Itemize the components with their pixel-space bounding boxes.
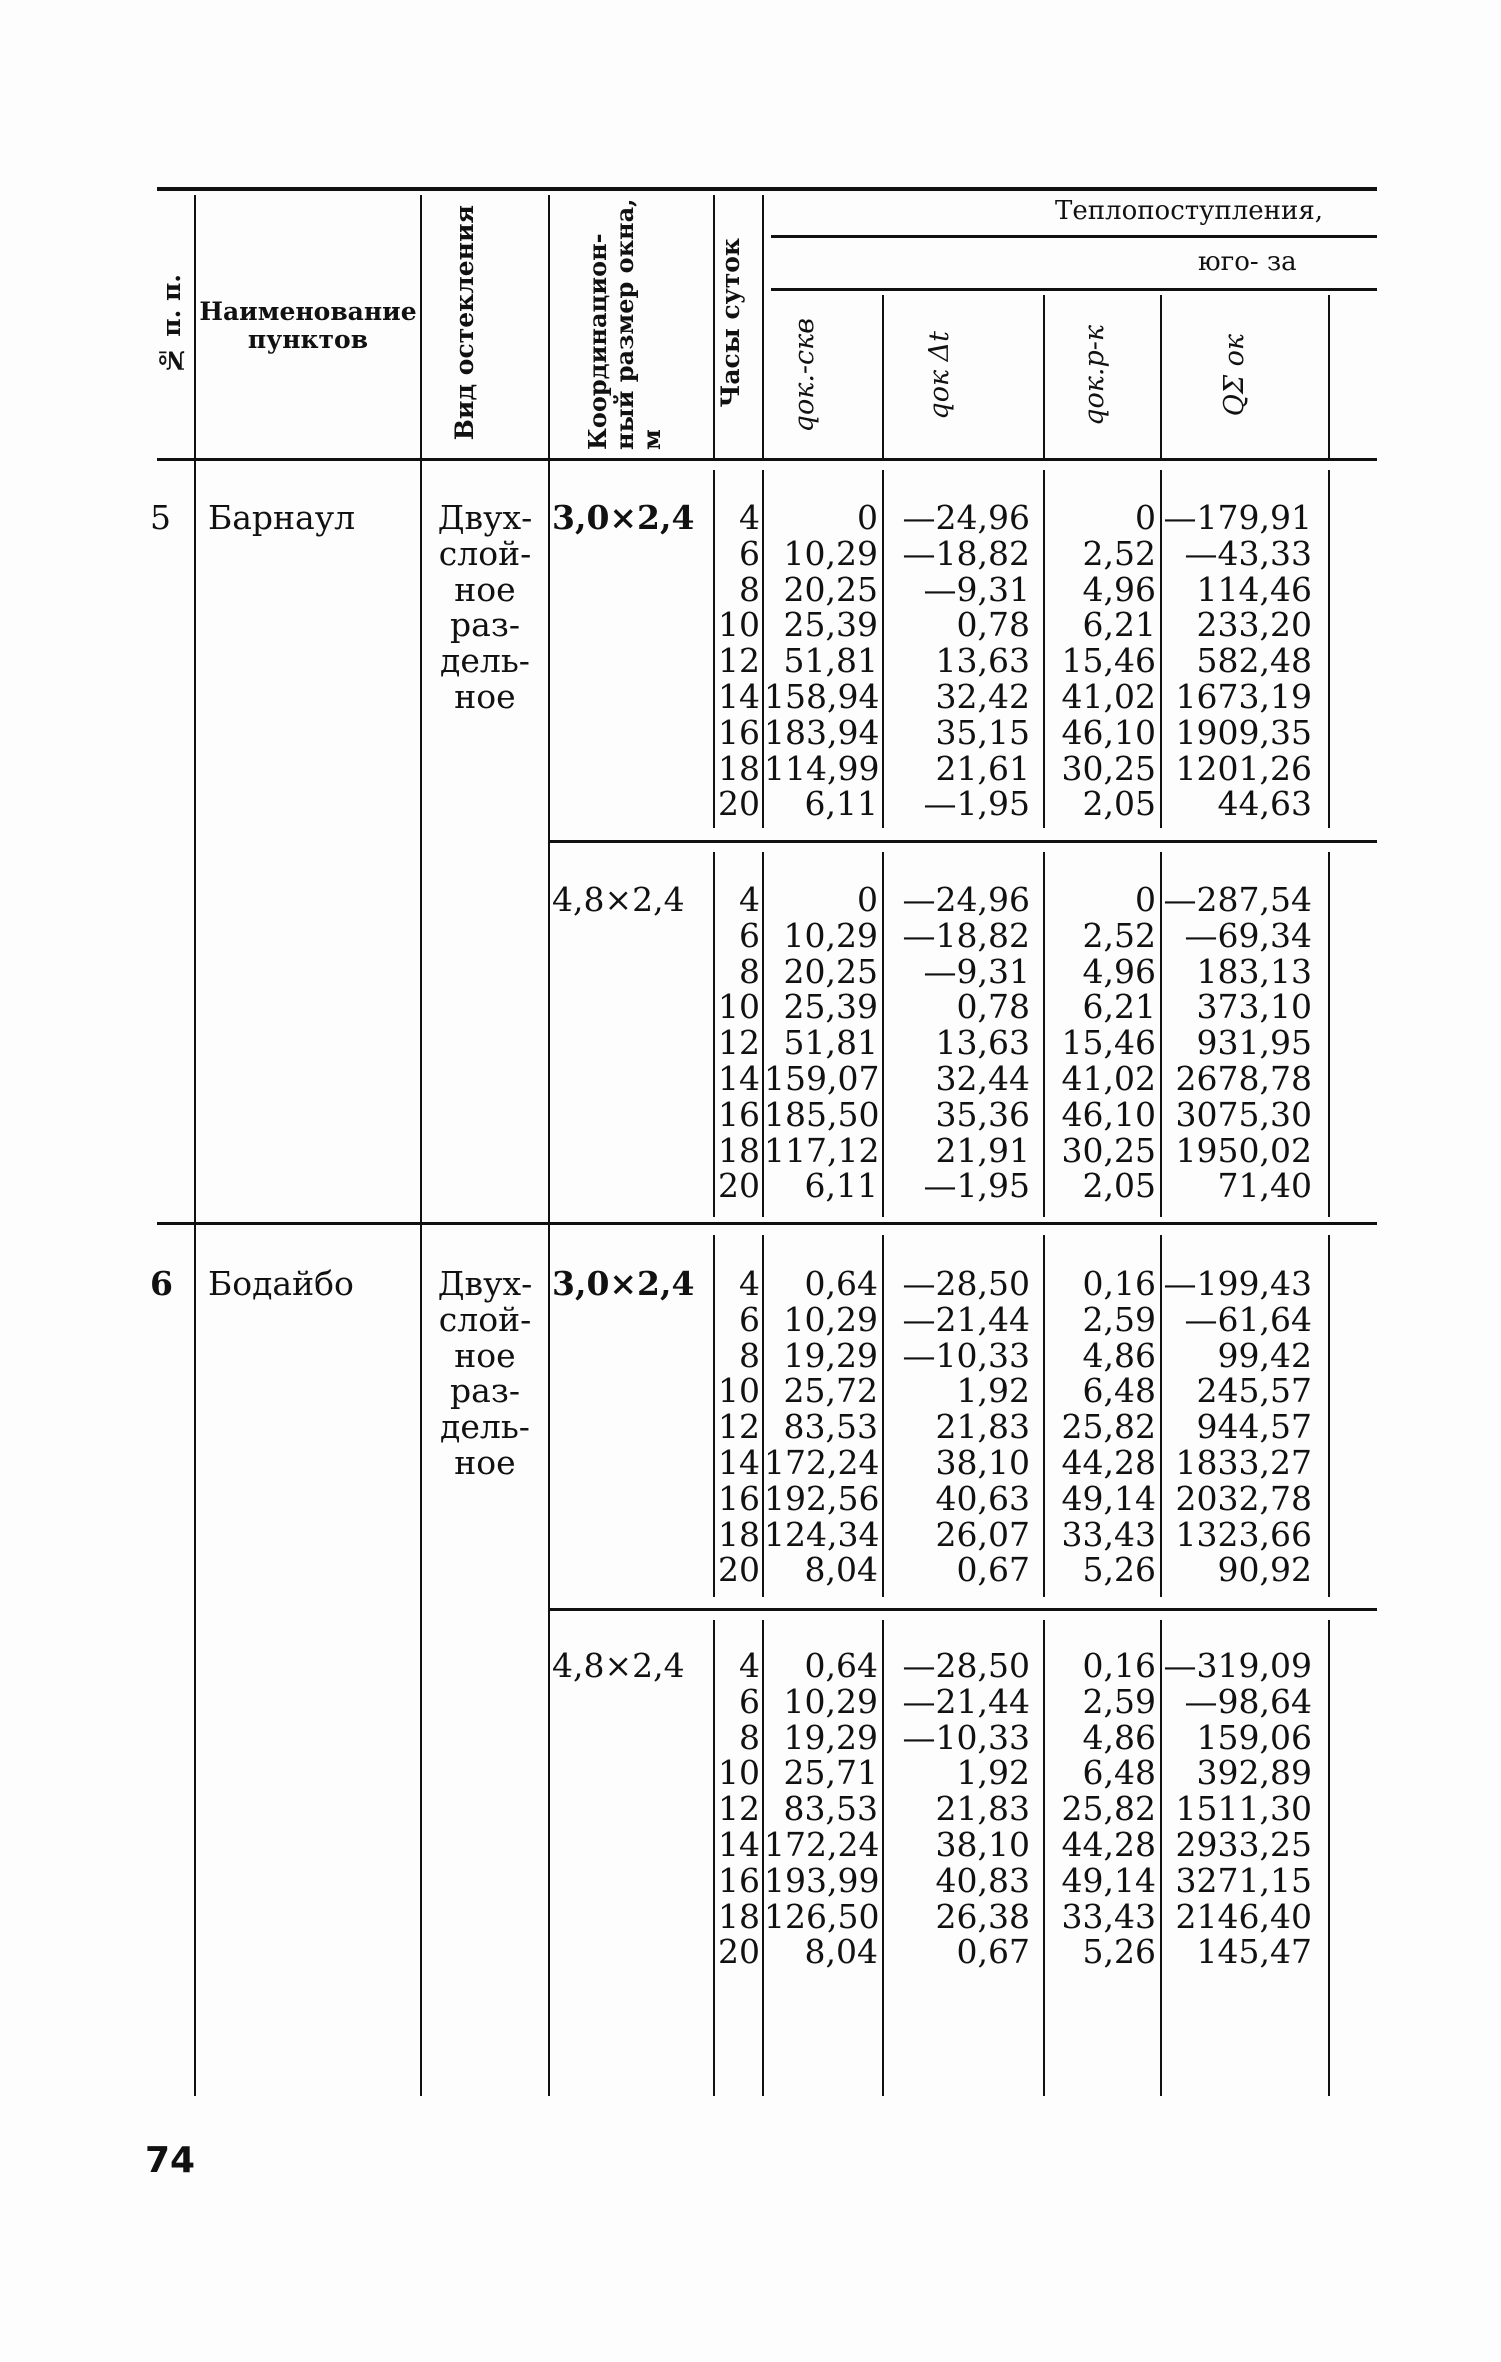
- q-rk-column: 0,16 2,59 4,86 6,48 25,82 44,28 49,14 33,43 5,26: [1061, 1646, 1156, 1972]
- q-sum-column: —199,43 —61,64 99,42 245,57 944,57 1833,27 2032,78 1323,66 90,92: [1163, 1264, 1312, 1590]
- header-size: Координацион-ный размер окна, м: [583, 198, 666, 450]
- q-dt-column: —24,96 —18,82 —9,31 0,78 13,63 32,42 35,15 21,61 —1,95: [902, 498, 1030, 824]
- group-rule: [771, 235, 1377, 238]
- b4-v6: [1328, 1620, 1330, 2096]
- q-sum-column: —287,54 —69,34 183,13 373,10 931,95 2678,78 3075,30 1950,02 71,40: [1163, 880, 1312, 1206]
- b2-v4: [1043, 852, 1045, 1217]
- b4-v4: [1043, 1620, 1045, 2096]
- q-skv-column: 0,64 10,29 19,29 25,72 83,53 172,24 192,56 124,34 8,04: [764, 1264, 880, 1590]
- q-dt-column: —28,50 —21,44 —10,33 1,92 21,83 38,10 40,63 26,07 0,67: [902, 1264, 1030, 1590]
- body-vline-num: [194, 461, 196, 2096]
- group-title: Теплопоступления,: [1055, 196, 1324, 226]
- q-dt-column: —24,96 —18,82 —9,31 0,78 13,63 32,44 35,36 21,91 —1,95: [902, 880, 1030, 1206]
- hours-column: 4 6 8 10 12 14 16 18 20: [718, 880, 760, 1206]
- b2-v6: [1328, 852, 1330, 1217]
- header-vline-1: [194, 195, 196, 458]
- q-sum-column: —179,91 —43,33 114,46 233,20 582,48 1673,19 1909,35 1201,26 44,63: [1163, 498, 1312, 824]
- row-name: Барнаул: [208, 498, 356, 537]
- header-q-dt: qок Δt: [924, 330, 955, 420]
- header-q-rk: qок.р-к: [1079, 324, 1110, 426]
- body-vline-glazing: [548, 461, 550, 2096]
- page-number: 74: [145, 2140, 196, 2181]
- header-num: № п. п.: [157, 273, 186, 375]
- row-num: 6: [150, 1264, 173, 1303]
- hours-column: 4 6 8 10 12 14 16 18 20: [718, 498, 760, 824]
- top-rule: [157, 187, 1377, 191]
- header-q-skv: qок.-скв: [789, 317, 820, 433]
- q-sum-column: —319,09 —98,64 159,06 392,89 1511,30 2933,25 3271,15 2146,40 145,47: [1163, 1646, 1312, 1972]
- block-rule-2: [548, 1608, 1377, 1611]
- q-skv-column: 0,64 10,29 19,29 25,71 83,53 172,24 193,99 126,50 8,04: [764, 1646, 880, 1972]
- b1-v4: [1043, 470, 1045, 828]
- q-dt-column: —28,50 —21,44 —10,33 1,92 21,83 38,10 40,83 26,38 0,67: [902, 1646, 1030, 1972]
- b3-v6: [1328, 1235, 1330, 1597]
- window-size: 4,8×2,4: [552, 1646, 685, 1685]
- header-vline-6: [882, 295, 884, 458]
- header-vline-3: [548, 195, 550, 458]
- q-rk-column: 0,16 2,59 4,86 6,48 25,82 44,28 49,14 33,43 5,26: [1061, 1264, 1156, 1590]
- subgroup-rule: [771, 288, 1377, 291]
- header-bottom-rule: [157, 458, 1377, 461]
- q-rk-column: 0 2,52 4,96 6,21 15,46 41,02 46,10 30,25 2,05: [1061, 880, 1156, 1206]
- row-glazing: Двух- слой- ное раз- дель- ное: [437, 1264, 533, 1482]
- header-vline-9: [1328, 295, 1330, 458]
- header-vline-8: [1160, 295, 1162, 458]
- window-size: 3,0×2,4: [552, 1264, 695, 1303]
- header-hours: Часы суток: [716, 237, 745, 408]
- hours-column: 4 6 8 10 12 14 16 18 20: [718, 1264, 760, 1590]
- q-skv-column: 0 10,29 20,25 25,39 51,81 158,94 183,94 114,99 6,11: [764, 498, 880, 824]
- b1-v6: [1328, 470, 1330, 828]
- header-q-sum: QΣ ок: [1219, 333, 1250, 417]
- header-vline-7: [1043, 295, 1045, 458]
- header-vline-2: [420, 195, 422, 458]
- row-glazing: Двух- слой- ное раз- дель- ное: [437, 498, 533, 716]
- block-rule-1: [548, 840, 1377, 843]
- row-name: Бодайбо: [208, 1264, 354, 1303]
- q-rk-column: 0 2,52 4,96 6,21 15,46 41,02 46,10 30,25 2,05: [1061, 498, 1156, 824]
- b3-v4: [1043, 1235, 1045, 1597]
- header-vline-5: [762, 195, 764, 458]
- row-num: 5: [150, 498, 171, 537]
- window-size: 3,0×2,4: [552, 498, 695, 537]
- header-vline-4: [713, 195, 715, 458]
- row-rule-5-6: [157, 1222, 1377, 1225]
- hours-column: 4 6 8 10 12 14 16 18 20: [718, 1646, 760, 1972]
- q-skv-column: 0 10,29 20,25 25,39 51,81 159,07 185,50 117,12 6,11: [764, 880, 880, 1206]
- header-name: Наименование пунктов: [199, 297, 417, 354]
- subgroup-title: юго- за: [1198, 247, 1297, 277]
- header-glazing: Вид остекления: [450, 204, 479, 441]
- window-size: 4,8×2,4: [552, 880, 685, 919]
